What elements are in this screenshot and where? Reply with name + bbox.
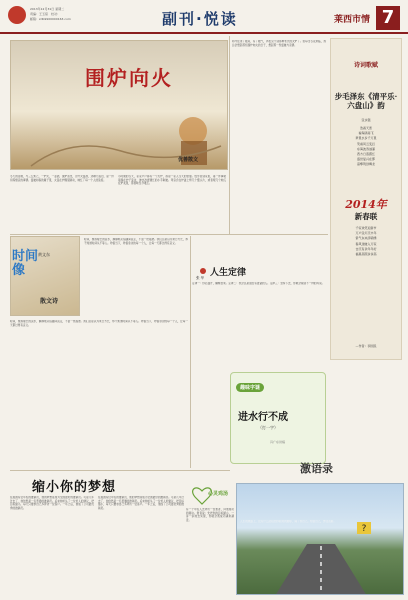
riddle-hint: （打一字） — [258, 425, 278, 430]
hero-paragraph-1: 冬天的夜晚，与三五知己，一炉火，一壶酒，围炉而坐，边升火温酒，边聊天叙旧，是一件何等惬意的事情。温暖如春的屋子里，火苗在炉膛里跳动，映红了每一个人的脸庞。 — [10, 175, 114, 182]
column-rule — [190, 236, 191, 468]
quiz-title: 人生定律 — [210, 268, 247, 278]
hero-figure-icon — [11, 41, 228, 170]
hero-byline: 优善散文 — [178, 157, 199, 163]
poem-line: 看海鸥南飞 — [358, 131, 374, 136]
time-essay-title-line1: 时间 — [12, 249, 39, 264]
riddle-credit: 冯广东供稿 — [270, 440, 286, 444]
time-essay-body-a: 时间，像那瘦长的流水，静静地从指缝间流走，不留一丝痕迹。我们总是以为来日方长，却不知道时间从不等人。珍惜当下，珍惜身边的每一个人，让每一天都过得有意义。 — [84, 238, 188, 245]
heart-column-body: 有一个年轻人去拜访一位智者，问他成功的秘诀。智者说：先把你的目标缩小，一步一步地去实现，你就会离成功越来越近。 — [186, 508, 234, 522]
poem1-body — [334, 126, 398, 168]
issue-editor: 责编：王玉琼 校对： — [30, 12, 61, 16]
quiz-author: 张 华 — [196, 276, 205, 280]
poem-line: 紫气东来添锦绣 — [355, 236, 377, 241]
poem-line: 笑看风云变幻 — [356, 141, 375, 146]
time-essay-author: 黄文东 — [38, 252, 50, 257]
time-essay-subtitle: 散文诗 — [40, 298, 59, 305]
time-essay-title — [12, 250, 38, 278]
hero-title: 围炉向火 — [85, 66, 173, 90]
time-essay-title-line2: 像 — [12, 263, 26, 278]
riddle-tag: 趣味字谜 — [236, 383, 264, 392]
poem-line: 万户张灯庆丰年 — [355, 231, 377, 236]
poem1-author: 张永强 — [361, 118, 371, 122]
poetry-section-head: 诗词歌赋 — [353, 62, 378, 69]
svg-text:?: ? — [361, 524, 367, 534]
poem-line: 高擎利剑缚龙 — [356, 162, 375, 167]
maxim-body: 人生的道路上，没有什么能阻挡你前进的脚步，除了你自己。相信自己，勇往直前。 — [240, 520, 336, 523]
newspaper-logo-icon — [8, 6, 26, 24]
dream-body-b: 在美国有位年轻的推销员，他的梦想是成为全国最好的推销员。可是几年过去了，他依然是一名普通的推销员。后来他听从了一位老人的建议，把目标缩小，每天只要求自己多拜访一位客户。一年之后，他成了公司最优秀的推销员。 — [98, 496, 184, 510]
masthead-title: 副刊·悦读 — [162, 10, 238, 28]
hero-paragraph-3: 如今住进了楼房，有了暖气，再也见不到那种老式的火炉了。但每当冬夜来临，我总会想起那些围炉向火的日子，想起那一份温暖与亲情。 — [232, 40, 326, 47]
poem1-title: 步毛泽东《清平乐·六盘山》韵 — [334, 92, 398, 110]
poem2-body — [334, 226, 398, 257]
heart-column-label: 心灵鸡汤 — [208, 491, 229, 497]
time-essay-body-b: 时间，像那瘦长的流水，静静地从指缝间流走，不留一丝痕迹。我们总是以为来日方长，却不知道时间从不等人。珍惜当下，珍惜身边的每一个人，让每一天都过得有意义。 — [10, 320, 188, 327]
poem-line: 西方日落霞红 — [356, 152, 375, 157]
issue-email: 邮箱：zdb9900000163.com — [30, 17, 71, 21]
dream-title: 缩小你的梦想 — [32, 480, 117, 495]
year-heading: 2014年 — [345, 198, 387, 211]
poem-line: 盛世复兴在即 — [356, 157, 375, 162]
issue-date: 2013年12月31日 星期二 — [30, 7, 65, 11]
poem-line: 浩淼天宽 — [359, 126, 372, 130]
hero-paragraph-2: 小时候的冬天，家家户户都有一个火炉，那是一家人冬天的依靠。放学回到家里，第一件事就是围在炉子旁边，伸出冻得通红的小手取暖。母亲会在炉盖上烤几个馒头片，或者埋几个地瓜在炉灰里，那香味至今难忘。 — [118, 175, 226, 186]
column-rule — [229, 36, 230, 234]
poem-line: 吉庆有余年年好 — [355, 246, 377, 251]
dream-body-a: 在美国有位年轻的推销员，他的梦想是成为全国最好的推销员。可是几年过去了，他依然是一名普通的推销员。后来他听从了一位老人的建议，把目标缩小，每天只要求自己多拜访一位客户。一年之后，他成了公司最优秀的推销员。 — [10, 496, 94, 510]
hero-illustration — [10, 40, 228, 170]
quiz-body: 定律一：你若盛开，蝴蝶自来。定律二：机会总是留给有准备的人。定律三：坚持下去，你就会看到不一样的风景。 — [192, 282, 325, 285]
maxim-title: 激语录 — [300, 462, 333, 475]
riddle-answer: 进水行不成 — [238, 412, 288, 423]
poem-line: 东海波涛汹涌 — [356, 146, 375, 151]
page-number: 7 — [376, 6, 400, 30]
poem-line: 福星高照步步高 — [355, 252, 377, 257]
poem-credit: —作者：李国民 — [355, 344, 377, 348]
quiz-bullet-icon — [200, 268, 206, 274]
poem-line: 千家欢笑迎新岁 — [355, 226, 377, 230]
poem-line: 梦里水乡千万里 — [355, 136, 377, 141]
section-divider — [10, 470, 230, 471]
poem-line: 春风送暖入万家 — [355, 241, 377, 246]
section-divider — [10, 234, 328, 235]
poem2-title: 新春联 — [354, 212, 378, 221]
region-name: 莱西市情 — [333, 15, 370, 25]
issue-meta — [30, 7, 71, 22]
